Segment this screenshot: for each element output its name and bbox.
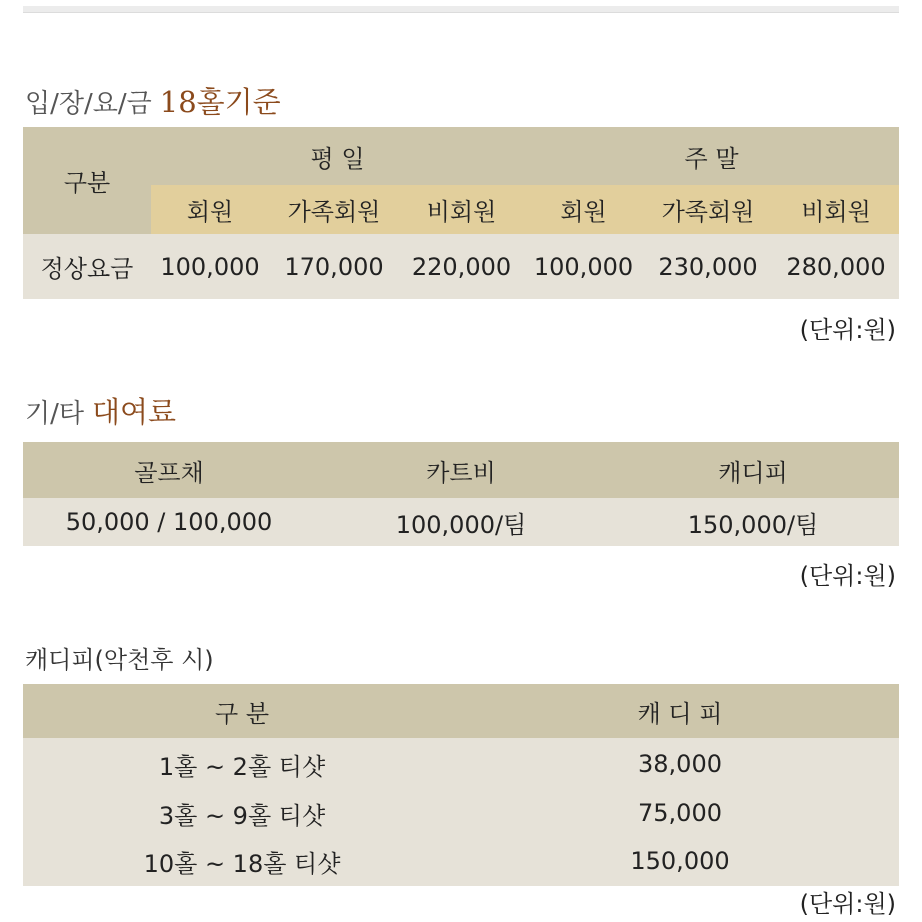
caddie-row-label: 3홀 ~ 9홀 티샷 bbox=[158, 801, 326, 830]
admission-weekend-header: 주 말 bbox=[524, 127, 899, 185]
rental-header: 카트비 bbox=[426, 458, 496, 487]
table-row bbox=[23, 498, 899, 546]
admission-title-main: 입/장/요/금 bbox=[25, 89, 152, 119]
rental-cell: 150,000/팀 bbox=[687, 510, 819, 539]
admission-title bbox=[25, 80, 281, 121]
admission-cell: 220,000 bbox=[411, 252, 512, 281]
rental-header: 캐디피 bbox=[718, 458, 788, 487]
top-divider bbox=[23, 6, 899, 13]
caddie-header: 구 분 bbox=[215, 699, 269, 728]
rental-table bbox=[23, 442, 899, 546]
rental-title-accent: 대여료 bbox=[92, 395, 177, 429]
table-row bbox=[23, 738, 899, 790]
table-row bbox=[23, 790, 899, 836]
admission-subheader: 가족회원 bbox=[269, 185, 399, 234]
caddie-row-value: 75,000 bbox=[638, 799, 722, 827]
admission-subheader: 비회원 bbox=[399, 185, 524, 234]
admission-unit-note: (단위:원) bbox=[799, 316, 896, 344]
admission-subheader: 가족회원 bbox=[643, 185, 773, 234]
rental-cell: 50,000 / 100,000 bbox=[65, 508, 273, 536]
rental-title bbox=[25, 390, 176, 431]
admission-row-label: 정상요금 bbox=[40, 255, 134, 283]
caddie-title: 캐디피(악천후 시) bbox=[25, 646, 214, 674]
caddie-header: 캐 디 피 bbox=[637, 699, 723, 728]
admission-weekday-header: 평 일 bbox=[151, 127, 524, 185]
caddie-table bbox=[23, 684, 899, 886]
admission-cell: 280,000 bbox=[786, 252, 886, 281]
caddie-row-value: 150,000 bbox=[630, 847, 730, 875]
caddie-unit-note: (단위:원) bbox=[799, 890, 896, 918]
admission-title-accent: 18홀기준 bbox=[159, 85, 281, 119]
rental-cell: 100,000/팀 bbox=[395, 510, 527, 539]
admission-subheader: 비회원 bbox=[773, 185, 899, 234]
table-row bbox=[23, 836, 899, 886]
caddie-row-label: 1홀 ~ 2홀 티샷 bbox=[158, 752, 326, 781]
admission-cell: 100,000 bbox=[533, 252, 634, 281]
caddie-row-label: 10홀 ~ 18홀 티샷 bbox=[143, 849, 341, 878]
admission-corner-header: 구분 bbox=[23, 127, 151, 234]
rental-header: 골프채 bbox=[134, 458, 204, 487]
admission-table bbox=[23, 127, 899, 299]
rental-title-main: 기/타 bbox=[25, 399, 84, 429]
admission-cell: 230,000 bbox=[658, 252, 758, 281]
admission-subheader: 회원 bbox=[151, 185, 269, 234]
table-row bbox=[23, 234, 899, 299]
admission-cell: 100,000 bbox=[160, 252, 260, 281]
admission-cell: 170,000 bbox=[284, 252, 384, 281]
admission-subheader: 회원 bbox=[524, 185, 643, 234]
caddie-row-value: 38,000 bbox=[638, 750, 722, 778]
rental-unit-note: (단위:원) bbox=[799, 562, 896, 590]
